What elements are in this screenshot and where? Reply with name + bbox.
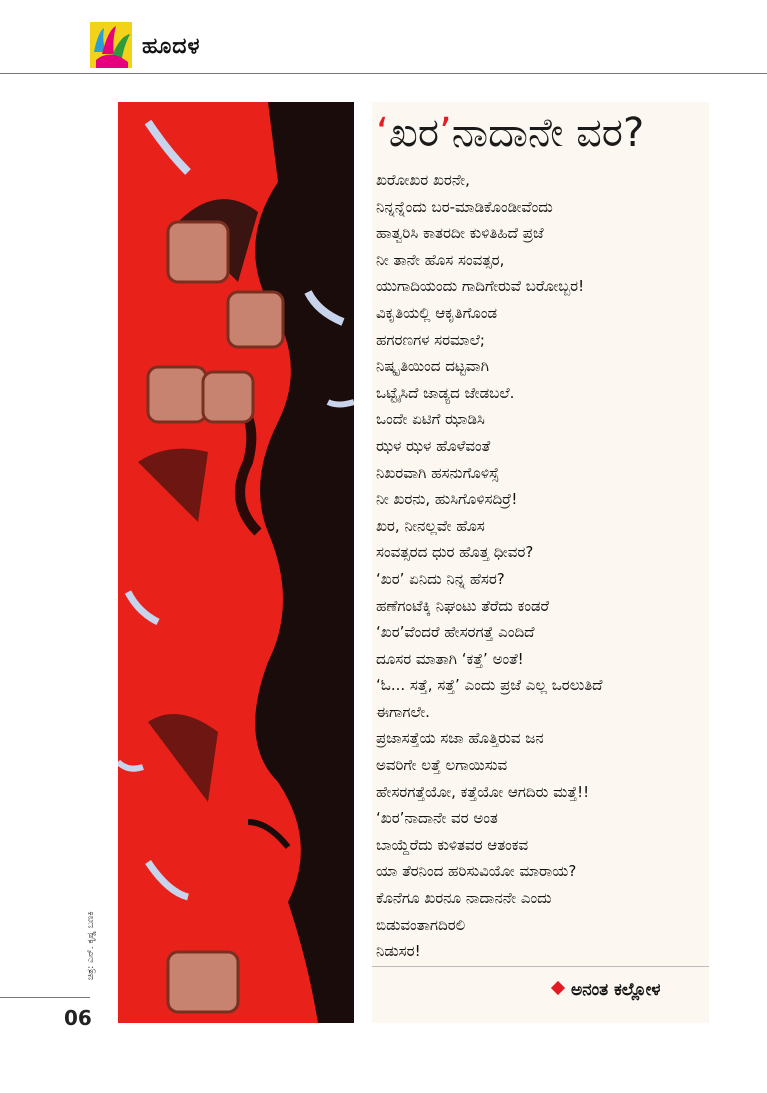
poem-line: ನಿಷ್ಕೃತಿಯಿಂದ ದಟ್ಟವಾಗಿ [376, 357, 489, 376]
poem-line: ಸಂವತ್ಸರದ ಧುರ ಹೊತ್ತ ಧೀವರ? [376, 543, 534, 562]
poem-line: ಖರ, ನೀನಲ್ಲವೇ ಹೊಸ [376, 516, 485, 535]
poem-line: ಬಾಯ್ದೆರೆದು ಕುಳಿತವರ ಆತಂಕವ [376, 835, 529, 854]
poem-line: ನೀ ಖರನು, ಹುಸಿಗೊಳಿಸದಿರ್ರೆ! [376, 490, 518, 509]
poem-line: ‘ಓ... ಸತ್ತೆ, ಸತ್ತೆ’ ಎಂದು ಪ್ರಜೆ ಎಲ್ಲ ಒರಲುತಿದೆ [376, 676, 603, 695]
poem-line: ಹಣೆಗಂಟೆಕ್ಕಿ ನಿಘಂಟು ತೆರೆದು ಕಂಡರೆ [376, 596, 550, 615]
poem-line: ನಿನ್ನನ್ನೆಂದು ಬರ-ಮಾಡಿಕೊಂಡೀವೆಂದು [376, 197, 553, 216]
poem-illustration [118, 102, 354, 1023]
poem-title-word: ಖರ [388, 110, 439, 156]
poem-line: ಒಟ್ಟೈಸಿದೆ ಜಾಡ್ಯದ ಜೇಡಬಲೆ. [376, 383, 515, 402]
poem-line: ಬಿಡುವಂತಾಗದಿರಲಿ [376, 915, 466, 934]
poem-line: ಝಳ ಝಳ ಹೊಳೆವಂತೆ [376, 436, 491, 455]
header-divider [0, 73, 767, 74]
poem-line: ನಿಖರವಾಗಿ ಹಸನುಗೊಳಿಸ್ಸೆ [376, 463, 500, 482]
footer-divider [0, 997, 90, 998]
poem-line: ‘ಖರ’ ಏನಿದು ನಿನ್ನ ಹೆಸರ? [376, 569, 505, 588]
poem-line: ‘ಖರ’ವೆಂದರೆ ಹೇಸರಗತ್ತೆ ಎಂದಿದೆ [376, 623, 535, 642]
magazine-logo [90, 22, 132, 68]
poem-line: ಹೇಸರಗತ್ತೆಯೋ, ಕತ್ತೆಯೋ ಆಗದಿರು ಮತ್ತೆ!! [376, 782, 590, 801]
poem-line: ಯುಗಾದಿಯಂದು ಗಾದಿಗೇರುವೆ ಬರೋಬ್ಬರ! [376, 277, 585, 296]
poem-line: ಈಗಾಗಲೇ. [376, 702, 430, 721]
author-name: ಅನಂತ ಕಲ್ಲೋಳ [571, 980, 661, 1000]
poem-line: ‘ಖರ’ನಾದಾನೇ ವರ ಅಂತ [376, 809, 498, 828]
diamond-bullet-icon [551, 981, 565, 995]
poem-line: ನೀ ತಾನೇ ಹೊಸ ಸಂವತ್ಸರ, [376, 250, 505, 269]
poem-line: ಖರೋಖರ ಖರನೇ, [376, 171, 470, 189]
poem-line: ಒಂದೇ ಏಟಿಗೆ ಝಾಡಿಸಿ [376, 410, 485, 429]
author-divider [372, 966, 709, 967]
poem-title-quote-open: ‘ [376, 110, 389, 156]
poem-line: ಕೊನೆಗೂ ಖರನೂ ನಾದಾನನೇ ಎಂದು [376, 889, 552, 908]
poem-line: ದೂಸರ ಮಾತಾಗಿ ‘ಕತ್ತೆ’ ಅಂತೆ! [376, 649, 524, 668]
poem-line: ವಿಕೃತಿಯಲ್ಲಿ ಆಕೃತಿಗೊಂಡ [376, 303, 498, 322]
magazine-title: ಹೂದಳ [142, 34, 201, 59]
poem-line: ನಿಡುಸರ! [376, 942, 421, 961]
poem-body [376, 167, 602, 965]
art-credit: ಚಿತ್ರ: ಎನ್. ಕೃಷ್ಣ ಬಣಕಿ [86, 911, 96, 980]
poem-line: ಹಾತ್ವರಿಸಿ ಕಾತರದೀ ಕುಳಿತಿಹಿದೆ ಪ್ರಜೆ [376, 224, 544, 243]
page-number: 06 [64, 1006, 92, 1030]
poem-title-quote-close: ’ [439, 110, 452, 156]
poem-line: ಯಾ ತೆರನಿಂದ ಹರಿಸುವಿಯೋ ಮಾರಾಯ? [376, 862, 577, 881]
poem-line: ಹಗರಣಗಳ ಸರಮಾಲೆ; [376, 330, 485, 349]
poem-title-rest: ನಾದಾನೇ ವರ? [451, 110, 645, 156]
poem-title [376, 110, 644, 156]
poem-line: ಪ್ರಜಾಸತ್ತೆಯ ಸಜಾ ಹೊತ್ತಿರುವ ಜನ [376, 729, 544, 748]
author-byline [553, 980, 660, 1000]
poem-line: ಅವರಿಗೇ ಲತ್ತೆ ಲಗಾಯಿಸುವ [376, 756, 508, 775]
